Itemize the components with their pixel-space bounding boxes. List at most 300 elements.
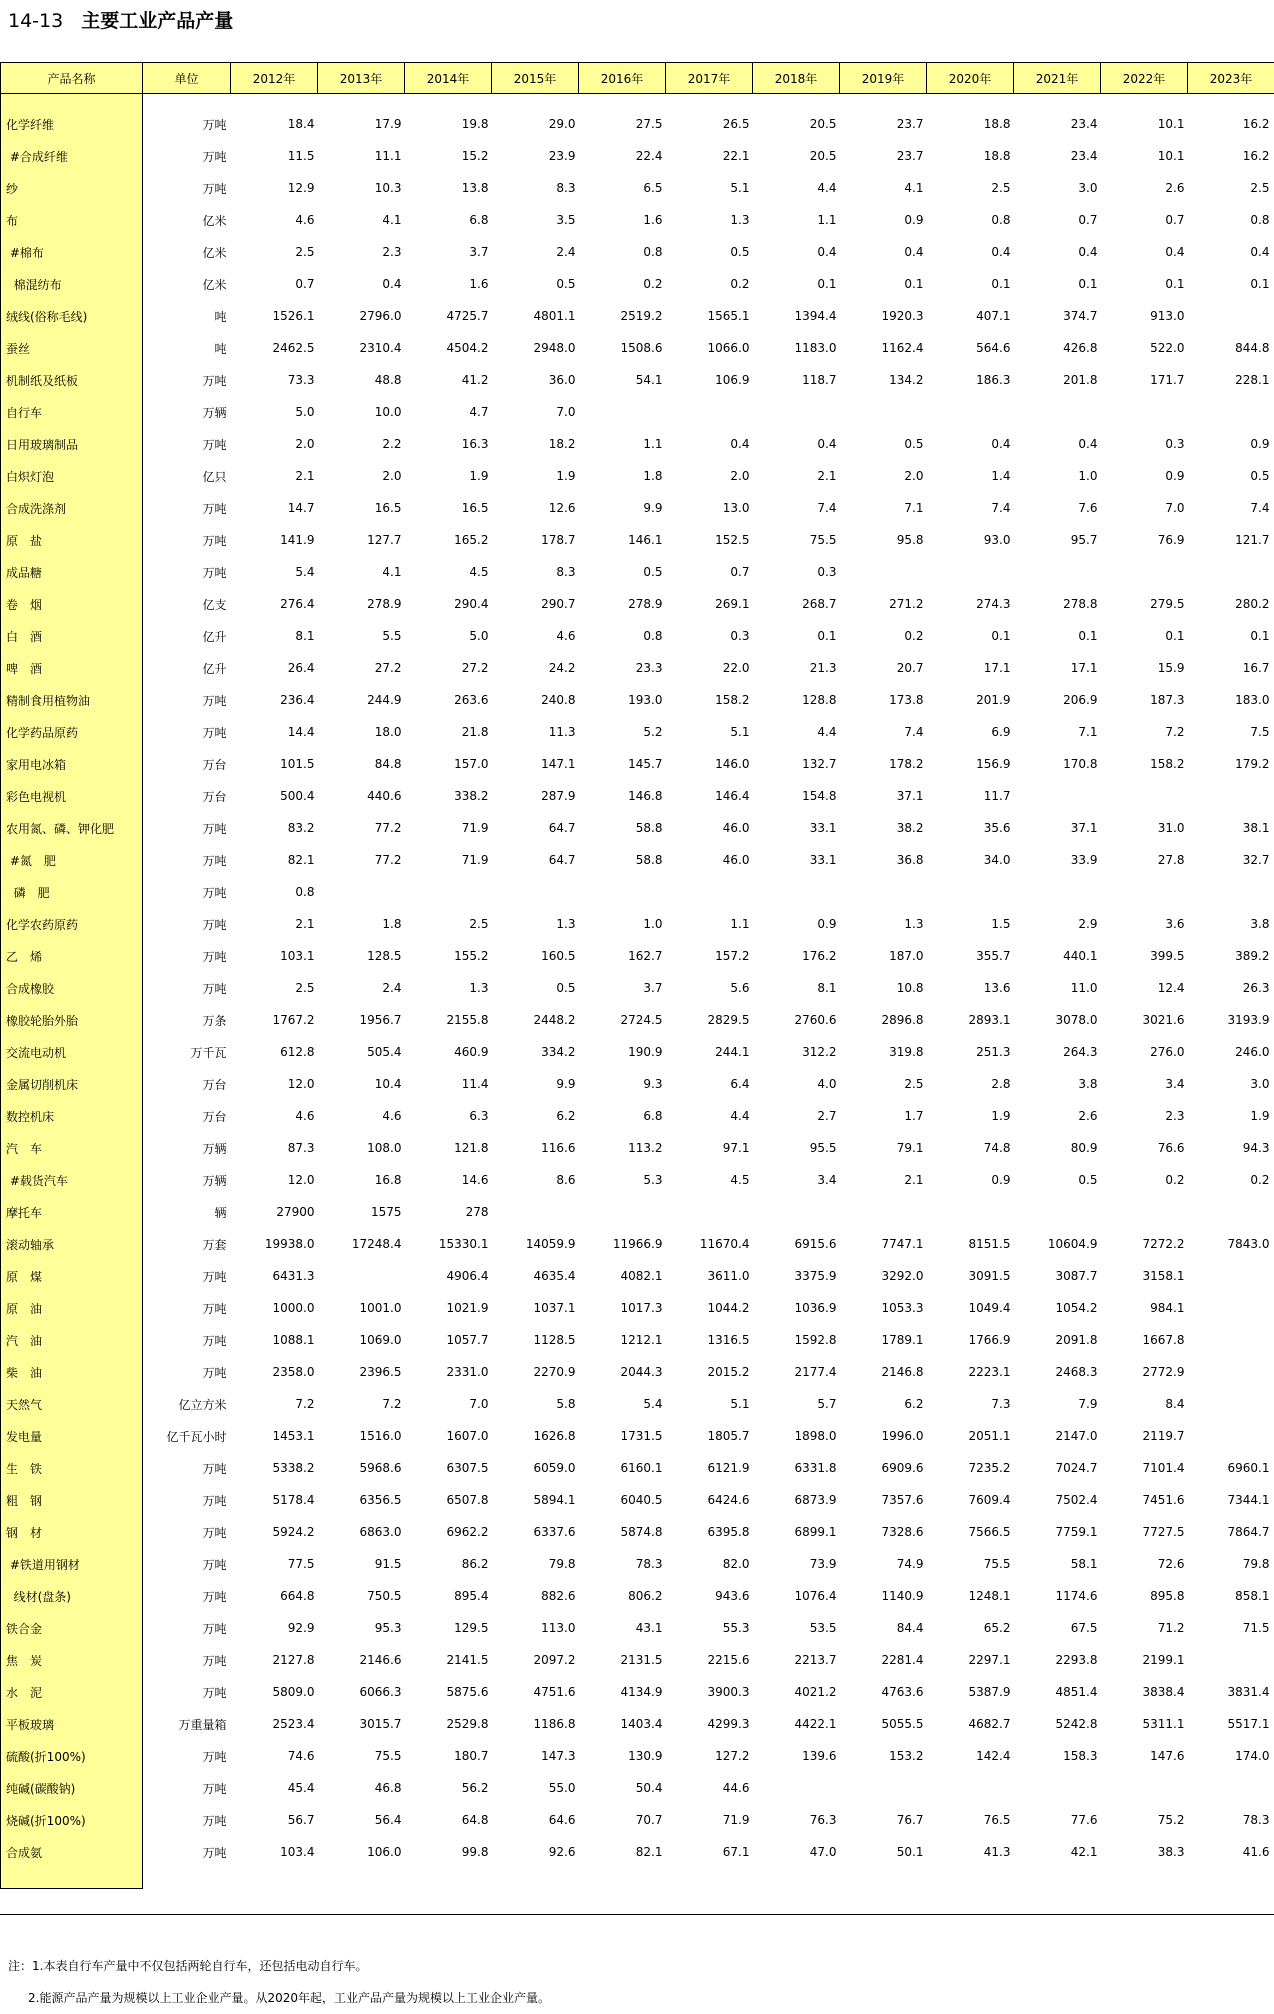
value-cell bbox=[1101, 556, 1188, 588]
value-cell: 74.9 bbox=[896, 1557, 924, 1571]
value-cell: 440.6 bbox=[367, 789, 402, 803]
value-cell: 76.3 bbox=[809, 1813, 837, 1827]
value-cell: 355.7 bbox=[976, 949, 1011, 963]
value-cell bbox=[318, 876, 405, 908]
value-cell: 5874.8 bbox=[620, 1525, 663, 1539]
value-cell: 0.1 bbox=[904, 277, 924, 291]
value-cell: 5.0 bbox=[469, 629, 489, 643]
value-cell: 0.8 bbox=[643, 245, 663, 259]
value-cell: 1453.1 bbox=[272, 1429, 315, 1443]
value-cell: 14.6 bbox=[461, 1173, 489, 1187]
value-cell: 3838.4 bbox=[1142, 1685, 1185, 1699]
value-cell: 129.5 bbox=[454, 1621, 489, 1635]
value-cell: 0.4 bbox=[904, 245, 924, 259]
value-cell: 6909.6 bbox=[881, 1461, 924, 1475]
table-row bbox=[1, 908, 1274, 940]
value-cell: 201.9 bbox=[976, 693, 1011, 707]
table-row bbox=[1, 1804, 1274, 1836]
value-cell: 1.7 bbox=[904, 1109, 924, 1123]
table-row bbox=[1, 1036, 1274, 1068]
value-cell bbox=[1188, 876, 1274, 908]
value-cell: 121.7 bbox=[1235, 533, 1270, 547]
value-cell: 13.8 bbox=[461, 181, 489, 195]
product-name-cell: 橡胶轮胎外胎 bbox=[1, 1004, 143, 1036]
value-cell: 67.5 bbox=[1070, 1621, 1098, 1635]
value-cell: 6.9 bbox=[991, 725, 1011, 739]
value-cell: 86.2 bbox=[461, 1557, 489, 1571]
table-row bbox=[1, 1228, 1274, 1260]
value-cell: 158.2 bbox=[715, 693, 750, 707]
table-row bbox=[1, 620, 1274, 652]
value-cell: 3.7 bbox=[643, 981, 663, 995]
value-cell: 9.3 bbox=[643, 1077, 663, 1091]
value-cell: 6.4 bbox=[730, 1077, 750, 1091]
value-cell: 269.1 bbox=[715, 597, 750, 611]
value-cell: 147.3 bbox=[541, 1749, 576, 1763]
value-cell: 750.5 bbox=[367, 1589, 402, 1603]
value-cell: 22.4 bbox=[635, 149, 663, 163]
value-cell: 1920.3 bbox=[881, 309, 924, 323]
value-cell: 92.9 bbox=[287, 1621, 315, 1635]
table-row bbox=[1, 1772, 1274, 1804]
table-title: 主要工业产品产量 bbox=[81, 10, 234, 32]
value-cell: 0.3 bbox=[1165, 437, 1185, 451]
product-name-cell: 水 泥 bbox=[1, 1676, 143, 1708]
value-cell: 55.3 bbox=[722, 1621, 750, 1635]
value-cell: 4.6 bbox=[556, 629, 576, 643]
page-title bbox=[8, 6, 233, 33]
unit-cell: 万吨 bbox=[202, 1557, 227, 1572]
value-cell: 2213.7 bbox=[794, 1653, 837, 1667]
value-cell bbox=[753, 876, 840, 908]
value-cell: 11966.9 bbox=[612, 1237, 663, 1251]
value-cell bbox=[318, 1260, 405, 1292]
value-cell: 4.5 bbox=[469, 565, 489, 579]
product-name-cell: 原 油 bbox=[1, 1292, 143, 1324]
value-cell: 278.9 bbox=[628, 597, 663, 611]
value-cell: 2468.3 bbox=[1055, 1365, 1098, 1379]
product-name-cell: 线材(盘条) bbox=[1, 1580, 143, 1612]
value-cell: 895.8 bbox=[1150, 1589, 1185, 1603]
value-cell: 236.4 bbox=[280, 693, 315, 707]
value-cell: 4.6 bbox=[295, 213, 315, 227]
unit-cell: 亿支 bbox=[202, 597, 227, 612]
value-cell: 1.1 bbox=[817, 213, 837, 227]
value-cell: 6356.5 bbox=[359, 1493, 402, 1507]
table-row bbox=[1, 236, 1274, 268]
value-cell: 5.2 bbox=[643, 725, 663, 739]
value-cell: 2.5 bbox=[295, 981, 315, 995]
product-name-cell: 原 盐 bbox=[1, 524, 143, 556]
value-cell: 20.7 bbox=[896, 661, 924, 675]
table-row bbox=[1, 1612, 1274, 1644]
value-cell: 3.4 bbox=[817, 1173, 837, 1187]
value-cell: 2.5 bbox=[295, 245, 315, 259]
value-cell: 913.0 bbox=[1150, 309, 1185, 323]
value-cell: 1789.1 bbox=[881, 1333, 924, 1347]
value-cell: 4134.9 bbox=[620, 1685, 663, 1699]
value-cell: 264.3 bbox=[1063, 1045, 1098, 1059]
value-cell: 162.7 bbox=[628, 949, 663, 963]
value-cell: 5924.2 bbox=[272, 1525, 315, 1539]
value-cell: 2772.9 bbox=[1142, 1365, 1185, 1379]
product-name-cell: 农用氮、磷、钾化肥 bbox=[1, 812, 143, 844]
value-cell: 23.9 bbox=[548, 149, 576, 163]
value-cell: 1626.8 bbox=[533, 1429, 576, 1443]
value-cell bbox=[1188, 300, 1274, 332]
value-cell: 6.8 bbox=[643, 1109, 663, 1123]
value-cell: 246.0 bbox=[1235, 1045, 1270, 1059]
value-cell: 73.3 bbox=[287, 373, 315, 387]
value-cell: 290.4 bbox=[454, 597, 489, 611]
table-row bbox=[1, 1132, 1274, 1164]
value-cell: 4.4 bbox=[817, 725, 837, 739]
value-cell: 1.1 bbox=[643, 437, 663, 451]
product-name-cell: #氮 肥 bbox=[1, 844, 143, 876]
value-cell: 7.0 bbox=[1165, 501, 1185, 515]
value-cell: 55.0 bbox=[548, 1781, 576, 1795]
value-cell: 244.9 bbox=[367, 693, 402, 707]
value-cell: 0.4 bbox=[382, 277, 402, 291]
value-cell: 14.4 bbox=[287, 725, 315, 739]
header-year: 2016年 bbox=[579, 63, 666, 94]
value-cell: 1996.0 bbox=[881, 1429, 924, 1443]
value-cell: 1316.5 bbox=[707, 1333, 750, 1347]
value-cell: 79.8 bbox=[548, 1557, 576, 1571]
value-cell: 76.6 bbox=[1157, 1141, 1185, 1155]
value-cell bbox=[753, 1196, 840, 1228]
value-cell: 106.0 bbox=[367, 1845, 402, 1859]
unit-cell: 万吨 bbox=[202, 1589, 227, 1604]
value-cell: 7.0 bbox=[556, 405, 576, 419]
table-row bbox=[1, 1004, 1274, 1036]
value-cell: 147.1 bbox=[541, 757, 576, 771]
value-cell bbox=[1188, 1196, 1274, 1228]
value-cell: 564.6 bbox=[976, 341, 1011, 355]
value-cell: 146.8 bbox=[628, 789, 663, 803]
value-cell: 6040.5 bbox=[620, 1493, 663, 1507]
value-cell bbox=[927, 876, 1014, 908]
product-name-cell: 数控机床 bbox=[1, 1100, 143, 1132]
value-cell bbox=[1014, 556, 1101, 588]
value-cell: 15330.1 bbox=[438, 1237, 489, 1251]
value-cell: 7864.7 bbox=[1227, 1525, 1270, 1539]
value-cell: 4851.4 bbox=[1055, 1685, 1098, 1699]
spacer-cell bbox=[1, 1868, 143, 1889]
value-cell: 54.1 bbox=[635, 373, 663, 387]
value-cell: 146.0 bbox=[715, 757, 750, 771]
value-cell: 2270.9 bbox=[533, 1365, 576, 1379]
table-row bbox=[1, 1324, 1274, 1356]
value-cell: 399.5 bbox=[1150, 949, 1185, 963]
value-cell: 46.0 bbox=[722, 821, 750, 835]
value-cell: 3.6 bbox=[1165, 917, 1185, 931]
value-cell: 5055.5 bbox=[881, 1717, 924, 1731]
value-cell: 127.7 bbox=[367, 533, 402, 547]
product-name-cell: #载货汽车 bbox=[1, 1164, 143, 1196]
unit-cell: 万吨 bbox=[202, 981, 227, 996]
value-cell: 12.0 bbox=[287, 1077, 315, 1091]
value-cell: 7.4 bbox=[1250, 501, 1270, 515]
value-cell: 5.5 bbox=[382, 629, 402, 643]
unit-cell: 亿米 bbox=[202, 245, 227, 260]
unit-cell: 万套 bbox=[202, 1237, 227, 1252]
value-cell: 0.1 bbox=[1250, 629, 1270, 643]
table-row bbox=[1, 684, 1274, 716]
value-cell: 5.1 bbox=[730, 1397, 750, 1411]
value-cell: 97.1 bbox=[722, 1141, 750, 1155]
value-cell: 16.2 bbox=[1242, 117, 1270, 131]
value-cell: 4763.6 bbox=[881, 1685, 924, 1699]
product-name-cell: 汽 油 bbox=[1, 1324, 143, 1356]
value-cell: 64.6 bbox=[548, 1813, 576, 1827]
product-name-cell: 摩托车 bbox=[1, 1196, 143, 1228]
value-cell: 103.1 bbox=[280, 949, 315, 963]
value-cell: 0.1 bbox=[1250, 277, 1270, 291]
value-cell: 3.8 bbox=[1078, 1077, 1098, 1091]
value-cell: 5894.1 bbox=[533, 1493, 576, 1507]
value-cell: 2.9 bbox=[1078, 917, 1098, 931]
value-cell: 27.2 bbox=[461, 661, 489, 675]
value-cell: 16.8 bbox=[374, 1173, 402, 1187]
value-cell: 7.5 bbox=[1250, 725, 1270, 739]
table-row bbox=[1, 492, 1274, 524]
value-cell: 7.1 bbox=[904, 501, 924, 515]
value-cell: 2829.5 bbox=[707, 1013, 750, 1027]
value-cell: 4021.2 bbox=[794, 1685, 837, 1699]
value-cell: 0.1 bbox=[817, 629, 837, 643]
value-cell: 1.8 bbox=[382, 917, 402, 931]
unit-cell: 万重量箱 bbox=[178, 1717, 227, 1732]
value-cell bbox=[1188, 1772, 1274, 1804]
unit-cell: 万辆 bbox=[202, 1141, 227, 1156]
value-cell: 18.4 bbox=[287, 117, 315, 131]
value-cell: 0.8 bbox=[295, 885, 315, 899]
value-cell: 5875.6 bbox=[446, 1685, 489, 1699]
value-cell: 4422.1 bbox=[794, 1717, 837, 1731]
value-cell: 0.7 bbox=[1165, 213, 1185, 227]
unit-cell: 万吨 bbox=[202, 821, 227, 836]
value-cell bbox=[927, 1772, 1014, 1804]
value-cell: 1069.0 bbox=[359, 1333, 402, 1347]
value-cell: 1.0 bbox=[1078, 469, 1098, 483]
value-cell: 2724.5 bbox=[620, 1013, 663, 1027]
value-cell: 2529.8 bbox=[446, 1717, 489, 1731]
value-cell: 7759.1 bbox=[1055, 1525, 1098, 1539]
value-cell: 1021.9 bbox=[446, 1301, 489, 1315]
value-cell: 2.5 bbox=[469, 917, 489, 931]
value-cell: 2.1 bbox=[904, 1173, 924, 1187]
value-cell: 10.1 bbox=[1157, 117, 1185, 131]
value-cell: 1140.9 bbox=[881, 1589, 924, 1603]
value-cell: 74.6 bbox=[287, 1749, 315, 1763]
value-cell bbox=[1188, 1420, 1274, 1452]
value-cell: 0.1 bbox=[991, 629, 1011, 643]
table-row bbox=[1, 652, 1274, 684]
value-cell bbox=[927, 556, 1014, 588]
value-cell: 179.2 bbox=[1235, 757, 1270, 771]
value-cell: 3015.7 bbox=[359, 1717, 402, 1731]
value-cell: 76.5 bbox=[983, 1813, 1011, 1827]
value-cell: 2796.0 bbox=[359, 309, 402, 323]
value-cell: 72.6 bbox=[1157, 1557, 1185, 1571]
header-year: 2022年 bbox=[1101, 63, 1188, 94]
value-cell: 10.1 bbox=[1157, 149, 1185, 163]
table-row bbox=[1, 1292, 1274, 1324]
value-cell: 271.2 bbox=[889, 597, 924, 611]
value-cell: 26.4 bbox=[287, 661, 315, 675]
value-cell: 4906.4 bbox=[446, 1269, 489, 1283]
table-row bbox=[1, 1740, 1274, 1772]
value-cell: 5517.1 bbox=[1227, 1717, 1270, 1731]
value-cell: 1248.1 bbox=[968, 1589, 1011, 1603]
value-cell: 32.7 bbox=[1242, 853, 1270, 867]
value-cell: 6.8 bbox=[469, 213, 489, 227]
unit-cell: 万吨 bbox=[202, 373, 227, 388]
unit-cell: 万吨 bbox=[202, 1781, 227, 1796]
product-name-cell: 日用玻璃制品 bbox=[1, 428, 143, 460]
value-cell: 33.1 bbox=[809, 821, 837, 835]
value-cell: 0.9 bbox=[817, 917, 837, 931]
value-cell: 0.4 bbox=[817, 437, 837, 451]
value-cell: 1053.3 bbox=[881, 1301, 924, 1315]
value-cell: 2.0 bbox=[730, 469, 750, 483]
unit-cell: 万吨 bbox=[202, 1845, 227, 1860]
value-cell: 23.4 bbox=[1070, 117, 1098, 131]
value-cell: 160.5 bbox=[541, 949, 576, 963]
header-year: 2018年 bbox=[753, 63, 840, 94]
unit-cell: 万吨 bbox=[202, 725, 227, 740]
value-cell bbox=[1014, 876, 1101, 908]
value-cell: 3375.9 bbox=[794, 1269, 837, 1283]
value-cell: 87.3 bbox=[287, 1141, 315, 1155]
value-cell: 276.0 bbox=[1150, 1045, 1185, 1059]
table-row bbox=[1, 812, 1274, 844]
value-cell: 0.2 bbox=[1165, 1173, 1185, 1187]
unit-cell: 万吨 bbox=[202, 853, 227, 868]
value-cell: 2146.8 bbox=[881, 1365, 924, 1379]
product-name-cell: 交流电动机 bbox=[1, 1036, 143, 1068]
value-cell: 7609.4 bbox=[968, 1493, 1011, 1507]
value-cell bbox=[1188, 1324, 1274, 1356]
unit-cell: 万吨 bbox=[202, 1461, 227, 1476]
value-cell: 10.8 bbox=[896, 981, 924, 995]
value-cell: 67.1 bbox=[722, 1845, 750, 1859]
value-cell: 2331.0 bbox=[446, 1365, 489, 1379]
value-cell: 9.9 bbox=[643, 501, 663, 515]
value-cell: 5.6 bbox=[730, 981, 750, 995]
value-cell: 2215.6 bbox=[707, 1653, 750, 1667]
value-cell: 0.1 bbox=[1165, 277, 1185, 291]
value-cell: 8.3 bbox=[556, 181, 576, 195]
value-cell: 0.1 bbox=[1165, 629, 1185, 643]
value-cell: 10.0 bbox=[374, 405, 402, 419]
table-row bbox=[1, 940, 1274, 972]
value-cell: 64.7 bbox=[548, 821, 576, 835]
value-cell: 4635.4 bbox=[533, 1269, 576, 1283]
value-cell: 1.6 bbox=[469, 277, 489, 291]
value-cell: 153.2 bbox=[889, 1749, 924, 1763]
table-row bbox=[1, 1388, 1274, 1420]
header-year: 2023年 bbox=[1188, 63, 1274, 94]
value-cell: 1394.4 bbox=[794, 309, 837, 323]
unit-cell: 万吨 bbox=[202, 1333, 227, 1348]
value-cell: 82.0 bbox=[722, 1557, 750, 1571]
table-row bbox=[1, 300, 1274, 332]
value-cell: 41.6 bbox=[1242, 1845, 1270, 1859]
value-cell: 7843.0 bbox=[1227, 1237, 1270, 1251]
value-cell bbox=[1014, 1196, 1101, 1228]
value-cell: 8.4 bbox=[1165, 1397, 1185, 1411]
value-cell: 0.3 bbox=[730, 629, 750, 643]
value-cell: 1508.6 bbox=[620, 341, 663, 355]
value-cell: 206.9 bbox=[1063, 693, 1098, 707]
value-cell bbox=[840, 1196, 927, 1228]
value-cell: 2358.0 bbox=[272, 1365, 315, 1379]
value-cell: 22.1 bbox=[722, 149, 750, 163]
value-cell: 2523.4 bbox=[272, 1717, 315, 1731]
product-name-cell: 布 bbox=[1, 204, 143, 236]
value-cell: 1000.0 bbox=[272, 1301, 315, 1315]
value-cell: 4.7 bbox=[469, 405, 489, 419]
value-cell: 84.4 bbox=[896, 1621, 924, 1635]
value-cell bbox=[1188, 1644, 1274, 1676]
value-cell: 1212.1 bbox=[620, 1333, 663, 1347]
table-number: 14-13 bbox=[8, 10, 64, 32]
value-cell: 13.0 bbox=[722, 501, 750, 515]
value-cell: 23.7 bbox=[896, 117, 924, 131]
value-cell: 2.1 bbox=[295, 917, 315, 931]
value-cell: 1403.4 bbox=[620, 1717, 663, 1731]
unit-cell: 亿米 bbox=[202, 277, 227, 292]
value-cell: 58.1 bbox=[1070, 1557, 1098, 1571]
value-cell: 128.5 bbox=[367, 949, 402, 963]
value-cell: 13.6 bbox=[983, 981, 1011, 995]
value-cell: 8.3 bbox=[556, 565, 576, 579]
header-unit: 单位 bbox=[143, 63, 231, 94]
value-cell: 2.6 bbox=[1165, 181, 1185, 195]
value-cell: 6.3 bbox=[469, 1109, 489, 1123]
value-cell: 1037.1 bbox=[533, 1301, 576, 1315]
value-cell: 5.4 bbox=[643, 1397, 663, 1411]
value-cell: 1001.0 bbox=[359, 1301, 402, 1315]
value-cell: 0.5 bbox=[1250, 469, 1270, 483]
value-cell: 1.6 bbox=[643, 213, 663, 227]
value-cell: 71.9 bbox=[461, 821, 489, 835]
value-cell: 0.1 bbox=[1078, 277, 1098, 291]
value-cell: 4.6 bbox=[382, 1109, 402, 1123]
value-cell: 15.2 bbox=[461, 149, 489, 163]
unit-cell: 亿米 bbox=[202, 213, 227, 228]
value-cell: 1526.1 bbox=[272, 309, 315, 323]
value-cell: 1592.8 bbox=[794, 1333, 837, 1347]
value-cell bbox=[1101, 396, 1188, 428]
value-cell: 46.0 bbox=[722, 853, 750, 867]
value-cell: 7.1 bbox=[1078, 725, 1098, 739]
spacer-row bbox=[1, 1868, 1274, 1889]
value-cell: 1516.0 bbox=[359, 1429, 402, 1443]
value-cell: 16.5 bbox=[461, 501, 489, 515]
value-cell: 7727.5 bbox=[1142, 1525, 1185, 1539]
value-cell: 1.0 bbox=[643, 917, 663, 931]
value-cell: 7357.6 bbox=[881, 1493, 924, 1507]
value-cell: 1.4 bbox=[991, 469, 1011, 483]
header-year: 2019年 bbox=[840, 63, 927, 94]
value-cell: 2.7 bbox=[817, 1109, 837, 1123]
value-cell: 7101.4 bbox=[1142, 1461, 1185, 1475]
unit-cell: 万吨 bbox=[202, 917, 227, 932]
value-cell: 500.4 bbox=[280, 789, 315, 803]
